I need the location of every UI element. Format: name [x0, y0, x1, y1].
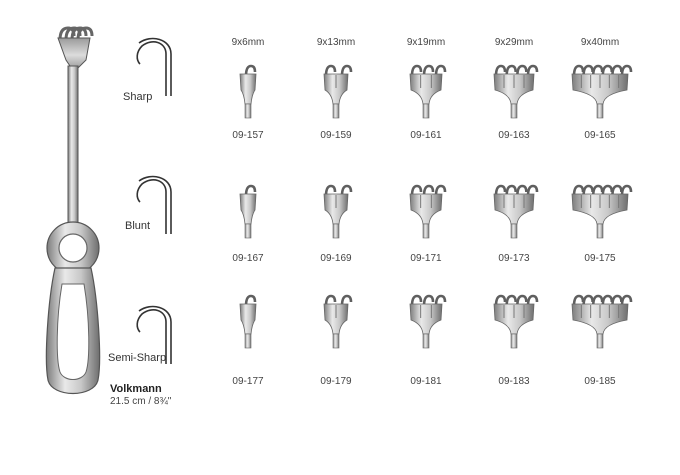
blade-head-09-161 — [410, 66, 445, 118]
blade-body — [410, 194, 442, 224]
blade-head-09-165 — [572, 66, 631, 118]
blade-stem — [245, 334, 251, 348]
blade-stem — [423, 224, 429, 238]
blade-stem — [333, 104, 339, 118]
blade-stem — [333, 224, 339, 238]
blade-body — [240, 74, 256, 104]
blade-body — [410, 304, 442, 334]
blade-stem — [511, 334, 517, 348]
size-label: 9x13mm — [316, 37, 356, 48]
blade-head-09-183 — [494, 296, 537, 348]
product-code: 09-167 — [232, 253, 264, 264]
blade-stem — [511, 104, 517, 118]
product-code: 09-185 — [584, 376, 616, 387]
blade-head-09-159 — [324, 66, 351, 118]
blade-head-09-179 — [324, 296, 351, 348]
blade-head-09-157 — [240, 66, 256, 118]
size-label: 9x40mm — [580, 37, 620, 48]
blade-stem — [333, 334, 339, 348]
blade-stem — [245, 104, 251, 118]
tip-label-sharp: Sharp — [123, 91, 153, 103]
blade-head-09-181 — [410, 296, 445, 348]
tip-label-blunt: Blunt — [125, 220, 151, 232]
retractor-shaft — [68, 66, 78, 226]
blade-body — [410, 74, 442, 104]
blade-body — [240, 304, 256, 334]
blade-stem — [245, 224, 251, 238]
blade-body — [240, 194, 256, 224]
product-code: 09-165 — [584, 130, 616, 141]
product-code: 09-179 — [320, 376, 352, 387]
product-code: 09-177 — [232, 376, 264, 387]
product-name: Volkmann — [110, 383, 162, 395]
product-code: 09-159 — [320, 130, 352, 141]
retractor-prongs — [58, 28, 92, 72]
product-code: 09-163 — [498, 130, 530, 141]
blade-head-09-175 — [572, 186, 631, 238]
volkmann-retractor-full — [46, 28, 99, 394]
blade-head-09-169 — [324, 186, 351, 238]
product-code: 09-157 — [232, 130, 264, 141]
size-label: 9x29mm — [494, 37, 534, 48]
tip-profile-sharp — [137, 39, 171, 96]
blade-stem — [511, 224, 517, 238]
blade-head-09-185 — [572, 296, 631, 348]
tip-label-semi-sharp: Semi-Sharp — [108, 352, 167, 364]
blade-head-09-163 — [494, 66, 537, 118]
size-label: 9x19mm — [406, 37, 446, 48]
product-code: 09-173 — [498, 253, 530, 264]
product-code: 09-169 — [320, 253, 352, 264]
retractor-ring — [47, 222, 99, 274]
product-code: 09-171 — [410, 253, 442, 264]
retractor-handle — [46, 268, 99, 394]
blade-head-09-171 — [410, 186, 445, 238]
blade-head-09-173 — [494, 186, 537, 238]
blade-head-09-177 — [240, 296, 256, 348]
product-code: 09-181 — [410, 376, 442, 387]
blade-stem — [597, 224, 603, 238]
blade-stem — [597, 334, 603, 348]
blade-stem — [423, 104, 429, 118]
blade-stem — [597, 104, 603, 118]
product-length: 21.5 cm / 8¾" — [110, 396, 172, 407]
product-code: 09-175 — [584, 253, 616, 264]
size-label: 9x6mm — [231, 37, 265, 48]
blade-head-09-167 — [240, 186, 256, 238]
product-code: 09-183 — [498, 376, 530, 387]
blade-stem — [423, 334, 429, 348]
product-code: 09-161 — [410, 130, 442, 141]
